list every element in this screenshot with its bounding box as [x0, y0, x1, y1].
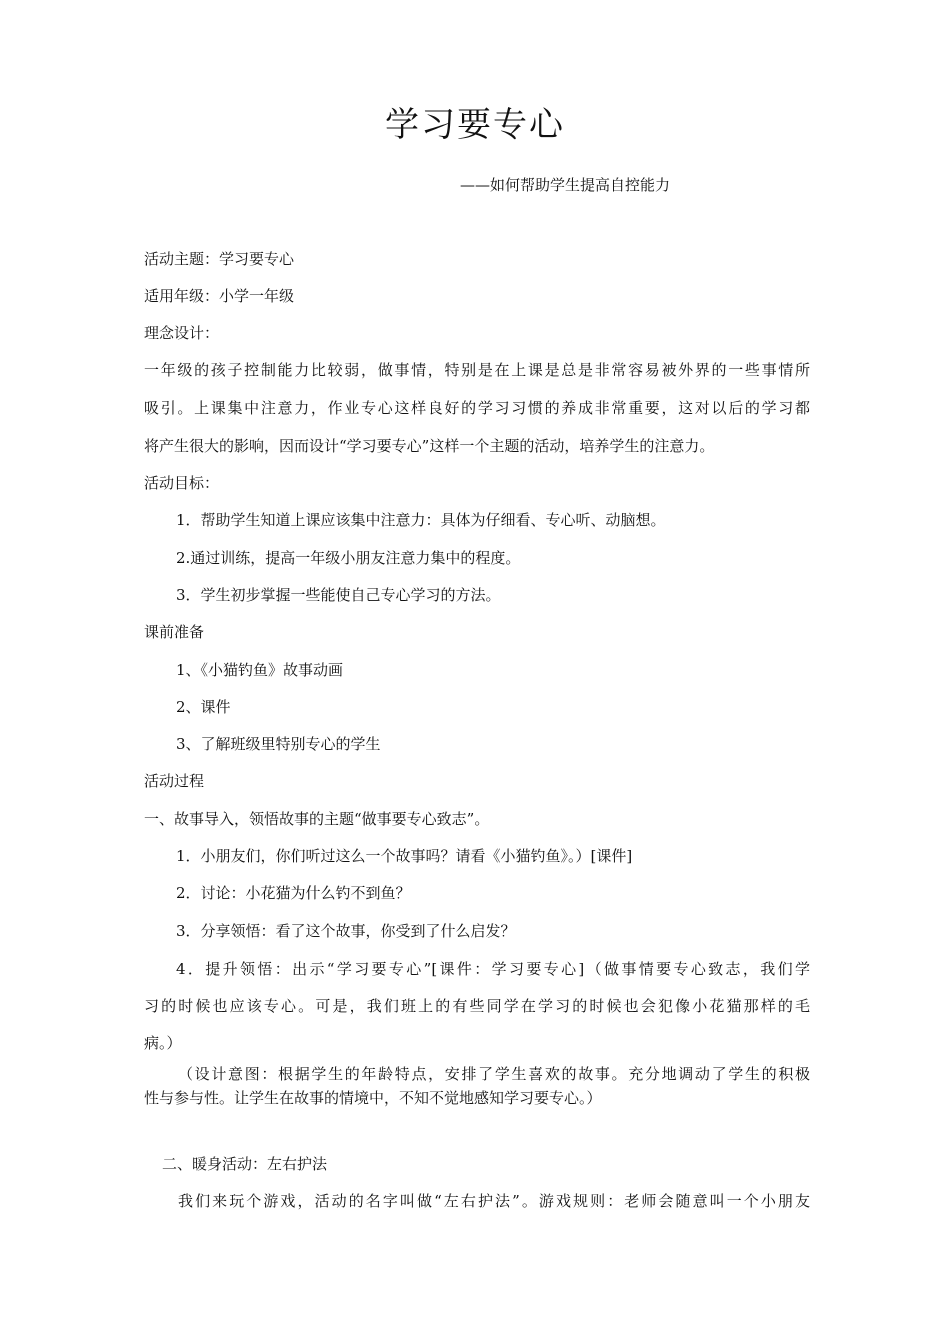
process-heading: 活动过程	[144, 772, 205, 790]
document-subtitle: ——如何帮助学生提高自控能力	[460, 176, 671, 194]
concept-heading: 理念设计：	[144, 324, 220, 342]
prep-item-2: 2、课件	[176, 698, 231, 716]
design-intent-cont: 性与参与性。让学生在故事的情境中，不知不觉地感知学习要专心。）	[144, 1089, 602, 1107]
goal-item-1: 1．帮助学生知道上课应该集中注意力：具体为仔细看、专心听、动脑想。	[176, 511, 666, 529]
step-item-4-cont: 习的时候也应该专心。可是，我们班上的有些同学在学习的时候也会犯像小花猫那样的毛	[144, 997, 810, 1015]
part2-text: 我们来玩个游戏，活动的名字叫做“左右护法”。游戏规则：老师会随意叫一个小朋友	[178, 1192, 810, 1210]
step-item-3: 3．分享领悟：看了这个故事，你受到了什么启发？	[176, 922, 516, 940]
document-title: 学习要专心	[385, 105, 565, 145]
part2-heading: 二、暖身活动：左右护法	[162, 1155, 328, 1173]
step-item-2: 2．讨论：小花猫为什么钓不到鱼？	[176, 884, 411, 902]
prep-item-3: 3、了解班级里特别专心的学生	[176, 735, 381, 753]
goal-item-3: 3．学生初步掌握一些能使自己专心学习的方法。	[176, 586, 501, 604]
part1-heading: 一、故事导入，领悟故事的主题“做事要专心致志”。	[144, 810, 490, 828]
prep-item-1: 1、《小猫钓鱼》故事动画	[176, 661, 344, 679]
step-item-4-end: 病。）	[144, 1034, 182, 1052]
concept-line-3: 将产生很大的影响，因而设计“学习要专心”这样一个主题的活动，培养学生的注意力。	[144, 437, 715, 455]
goals-heading: 活动目标：	[144, 474, 220, 492]
activity-theme: 活动主题：学习要专心	[144, 250, 295, 268]
prep-heading: 课前准备	[144, 623, 205, 641]
step-item-1: 1．小朋友们，你们听过这么一个故事吗？请看《小猫钓鱼》。）[课件]	[176, 847, 633, 865]
concept-line-2: 吸引。上课集中注意力，作业专心这样良好的学习习惯的养成非常重要，这对以后的学习都	[144, 399, 810, 417]
grade-level: 适用年级：小学一年级	[144, 287, 295, 305]
step-item-4: 4．提升领悟：出示“学习要专心”[课件：学习要专心]（做事情要专心致志，我们学	[176, 960, 810, 978]
design-intent: （设计意图：根据学生的年龄特点，安排了学生喜欢的故事。充分地调动了学生的积极	[178, 1065, 810, 1083]
concept-line-1: 一年级的孩子控制能力比较弱，做事情，特别是在上课是总是非常容易被外界的一些事情所	[144, 361, 810, 379]
goal-item-2: 2.通过训练，提高一年级小朋友注意力集中的程度。	[176, 549, 521, 567]
